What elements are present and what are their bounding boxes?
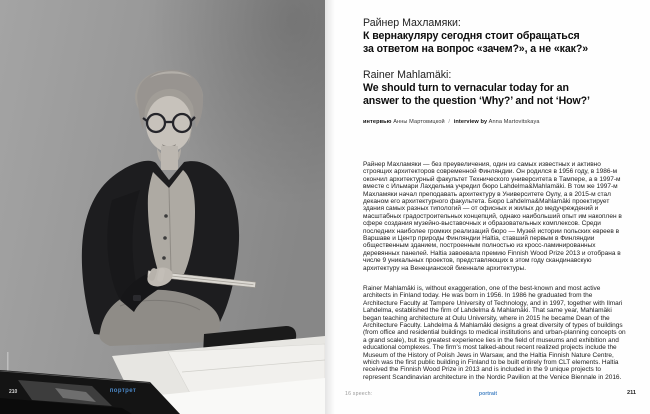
left-page-number: 210	[9, 389, 18, 395]
cardigan	[148, 170, 195, 274]
headline-ru-line1: К вернакуляру сегодня стоит обращаться	[363, 30, 580, 42]
title-block-ru	[363, 17, 627, 56]
face	[146, 96, 192, 152]
byline-author-en: Anna Martovitskaya	[488, 119, 540, 125]
wristwatch	[133, 295, 141, 301]
footer-section-label: portrait	[478, 391, 498, 397]
byline-author-ru: Анны Мартовицкой	[393, 119, 445, 125]
right-page-footer	[325, 389, 650, 401]
intro-paragraph-en: Rainer Mahlamäki is, without exaggeration, one of the best-known and most active architects in Finland today. He was born in 1956. In 1986 he graduated from the Architecture Faculty at Tampere University of Technology, and in 1997, together with Ilmari Lahdelma, established the firm of Lahdelma & Mahlamäki. That same year, Mahlamäki began teaching architecture at Oulu University, where in 2015 he became Dean of the Architecture Faculty. Lahdelma & Mahlamäki designs a great diversity of types of buildings (from office and residential buildings to medical institutions and urban-planning concepts on a grand scale), but its greatest experience lies in the field of museums and exhibition and educational complexes. The firm's most talked-about recent realized projects include the Museum of the History of Polish Jews in Warsaw, and the Haltia Finnish Nature Centre, which was the first public building in Finland to be built entirely from CLT elements. Haltia received the Finnish Wood Prize in 2013 and is included in the 9 unique projects to represent Scandinavian architecture in the Nordic Pavilion at the Venice Biennale in 2016.	[363, 285, 626, 381]
left-section-label: портрет	[109, 388, 137, 394]
title-block-en	[363, 69, 627, 108]
byline	[363, 119, 627, 125]
intro-paragraph-ru: Райнер Махламяки — без преувеличения, один из самых известных и активно строящих архитекторов современной Финляндии. Он родился в 1956 году, в 1986-м окончил архитектурный факультет Технического университета в Тампере, а в 1997-м вместе с Ильмари Лахдельма учредил бюро Lahdelma&Mahlamäki. В том же 1997-м Махламяки начал преподавать архитектуру в Университете Оулу, а в 2015-м стал деканом его архитектурного факультета. Бюро Lahdelma&Mahlamäki проектирует здания самых разных типологий — от офисных и жилых до медучреждений и масштабных градостроительных концепций, однако наибольший опыт им накоплен в сфере создания музейно-выставочных и образовательных комплексов. Среди последних наиболее громких реализаций бюро — Музей истории польских евреев в Варшаве и Центр природы Финляндии Haltia, ставший первым в Финляндии общественным зданием, построенным полностью из кросс-ламинированных деревянных панелей. Haltia завоевала премию Finnish Wood Prize 2013 и отобрана в числе 9 уникальных проектов, представляющих в этом году скандинавскую архитектуру на Венецианской биеннале архитектуры.	[363, 161, 622, 272]
byline-label-en: interview by	[453, 119, 488, 125]
kicker-en: Rainer Mahlamäki:	[363, 69, 452, 81]
headline-en-line1: We should turn to vernacular today for an	[363, 82, 569, 94]
headline-ru-line2: за ответом на вопрос «зачем?», а не «как?»	[363, 43, 589, 55]
kicker-ru: Райнер Махламяки:	[363, 17, 461, 29]
headline-en-line2: answer to the question ‘Why?’ and not ‘How?’	[363, 95, 590, 107]
right-page-number: 211	[626, 390, 636, 396]
text-page	[325, 0, 650, 414]
byline-label-ru: интервью	[363, 119, 392, 125]
footer-issue-label: 16 speech:	[345, 391, 373, 397]
byline-separator: /	[448, 119, 451, 125]
